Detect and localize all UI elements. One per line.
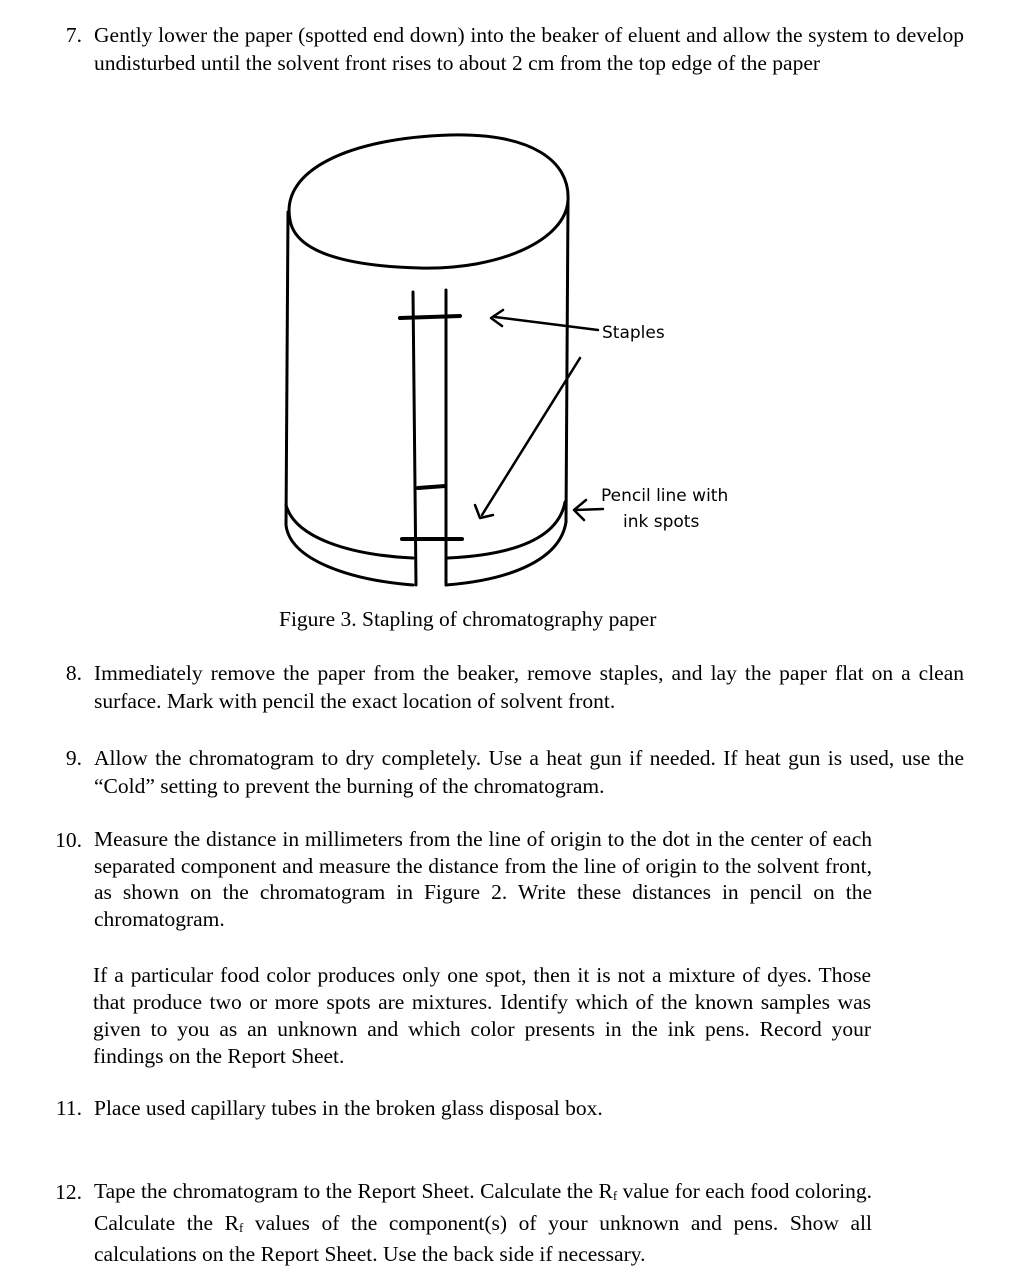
step-text (94, 1178, 872, 1268)
step-12-part-1: Tape the chromatogram to the Report Sheet. Calculate the R (94, 1179, 613, 1203)
step-number: 9. (65, 746, 82, 770)
step-10-note: If a particular food color produces only one spot, then it is not a mixture of dyes. Those that produce two or more spots are mixtures. Identify which of the known samples was given to you as an unknown and which color presents in the ink pens. Record your findings on the Report Sheet. (93, 963, 871, 1068)
step-number: 7. (65, 23, 82, 47)
step-number: 11. (55, 1096, 82, 1120)
cylinder-top-ellipse (289, 135, 568, 268)
step-12-part-3: values of the component(s) of your unknown and pens. Show all calculations on the Report Sheet. Use the back side if necessary. (94, 1210, 872, 1266)
step-text: Measure the distance in millimeters from the line of origin to the dot in the center of each separated component and measure the distance from the line of origin to the solvent front, as shown on the chromatogram in Figure 2. Write these distances in pencil on the chromatogram. (94, 827, 872, 931)
staples-arrow-line (495, 317, 598, 330)
cylinder-right-side (566, 202, 568, 522)
staple-top (400, 316, 460, 318)
cylinder-bottom-outer (286, 525, 413, 585)
cylinder-left-side (286, 212, 288, 525)
rf-subscript-1: f (612, 1189, 618, 1203)
pencil-line-right (448, 502, 565, 558)
staple-middle (418, 486, 445, 488)
step-number: 8. (65, 661, 82, 685)
figure-3 (270, 130, 750, 600)
step-number: 12. (55, 1180, 82, 1204)
seam-left-edge (413, 292, 416, 585)
rf-subscript-2: f (239, 1220, 244, 1235)
label-pencil-line-2: ink spots (623, 512, 700, 532)
pencil-line-left (286, 505, 413, 558)
step-text: Immediately remove the paper from the beaker, remove staples, and lay the paper flat on a clean surface. Mark with pencil the exact location of solvent front. (94, 661, 964, 713)
label-staples: Staples (602, 323, 665, 343)
step-12-part-2: value for each food coloring. Calculate the R (94, 1179, 872, 1235)
pencil-arrow-small-line (575, 509, 603, 510)
step-number: 10. (55, 828, 82, 852)
label-pencil-line-1: Pencil line with (601, 486, 729, 506)
step-text: Allow the chromatogram to dry completely. Use a heat gun if needed. If heat gun is used, use the “Cold” setting to prevent the burning of the chromatogram. (94, 746, 964, 798)
step-text: Place used capillary tubes in the broken glass disposal box. (94, 1096, 603, 1120)
step-text: Gently lower the paper (spotted end down) into the beaker of eluent and allow the system to develop undisturbed until the solvent front rises to about 2 cm from the top edge of the paper (94, 23, 964, 75)
figure-caption: Figure 3. Stapling of chromatography paper (279, 607, 657, 631)
